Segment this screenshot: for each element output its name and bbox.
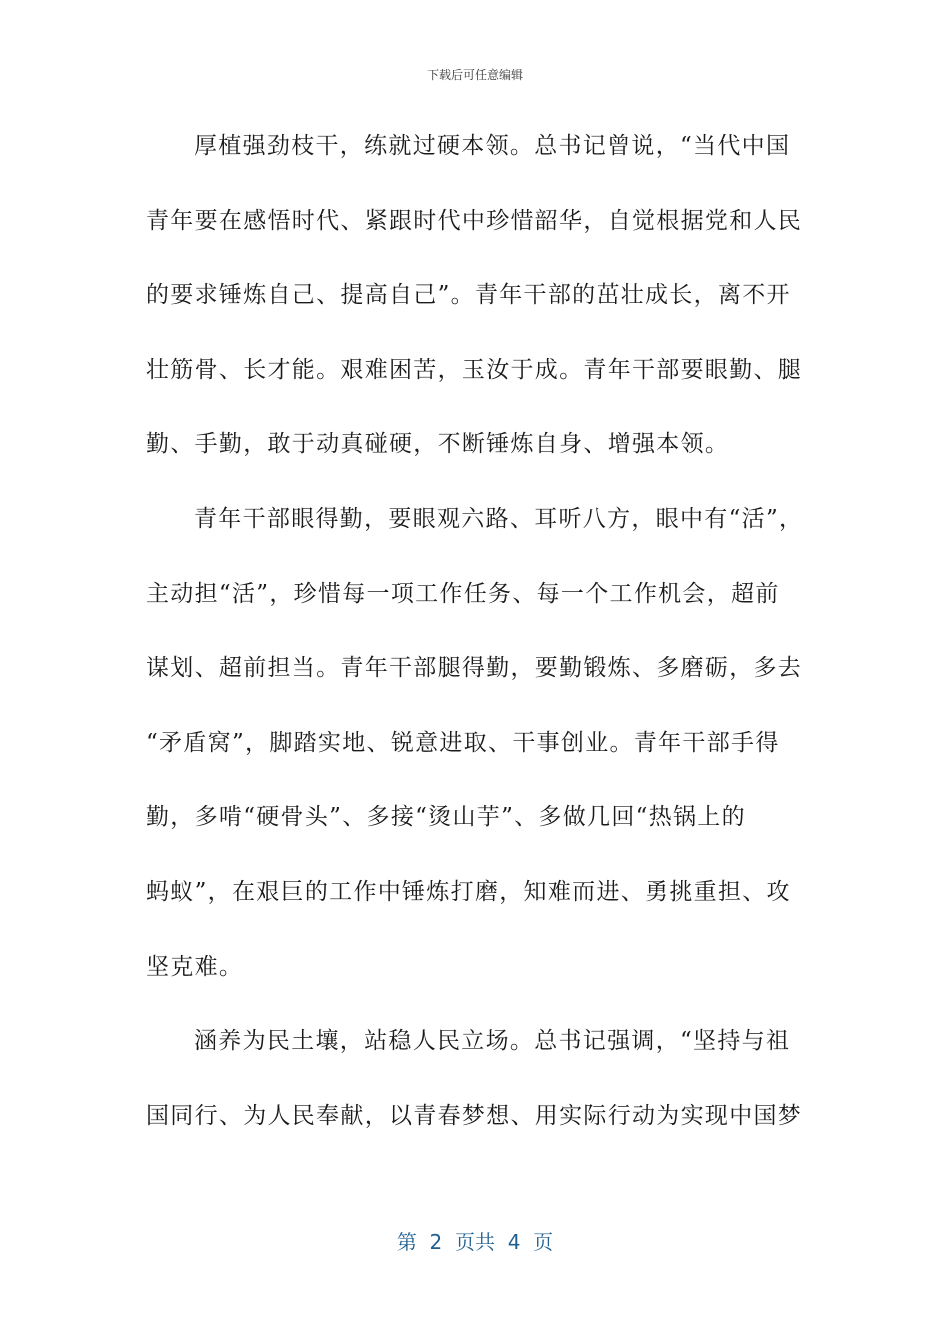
header-note: 下载后可任意编辑 — [426, 68, 523, 82]
page-number: 第 2 页共 4 页 — [396, 1230, 554, 1254]
paragraph-line: 涵养为民土壤，站稳人民立场。总书记强调，“坚持与祖 — [194, 1028, 791, 1055]
paragraph-line: 青年干部眼得勤，要眼观六路、耳听八方，眼中有“活”， — [194, 505, 804, 532]
paragraph-line: 壮筋骨、长才能。艰难困苦，玉汝于成。青年干部要眼勤、腿 — [146, 356, 803, 383]
paragraph-line: 国同行、为人民奉献，以青春梦想、用实际行动为实现中国梦 — [146, 1102, 803, 1129]
paragraph-line: 坚克难。 — [146, 953, 244, 980]
paragraph-line: 的要求锤炼自己、提高自己”。青年干部的茁壮成长，离不开 — [146, 282, 791, 309]
paragraph-line: “矛盾窝”，脚踏实地、锐意进取、干事创业。青年干部手得 — [146, 729, 780, 756]
paragraph-line: 勤，多啃“硬骨头”、多接“烫山芋”、多做几回“热锅上的 — [146, 804, 746, 831]
paragraph-line: 勤、手勤，敢于动真碰硬，不断锤炼自身、增强本领。 — [146, 431, 730, 458]
paragraph-line: 谋划、超前担当。青年干部腿得勤，要勤锻炼、多磨砺，多去 — [146, 655, 803, 682]
paragraph-line: 主动担“活”，珍惜每一项工作任务、每一个工作机会，超前 — [146, 580, 780, 607]
paragraph-line: 厚植强劲枝干，练就过硬本领。总书记曾说，“当代中国 — [194, 133, 791, 159]
paragraph-line: 青年要在感悟时代、紧跟时代中珍惜韶华，自觉根据党和人民 — [146, 207, 803, 234]
document-body — [146, 126, 806, 1170]
paragraph-line: 蚂蚁”，在艰巨的工作中锤炼打磨，知难而进、勇挑重担、攻 — [146, 878, 791, 905]
